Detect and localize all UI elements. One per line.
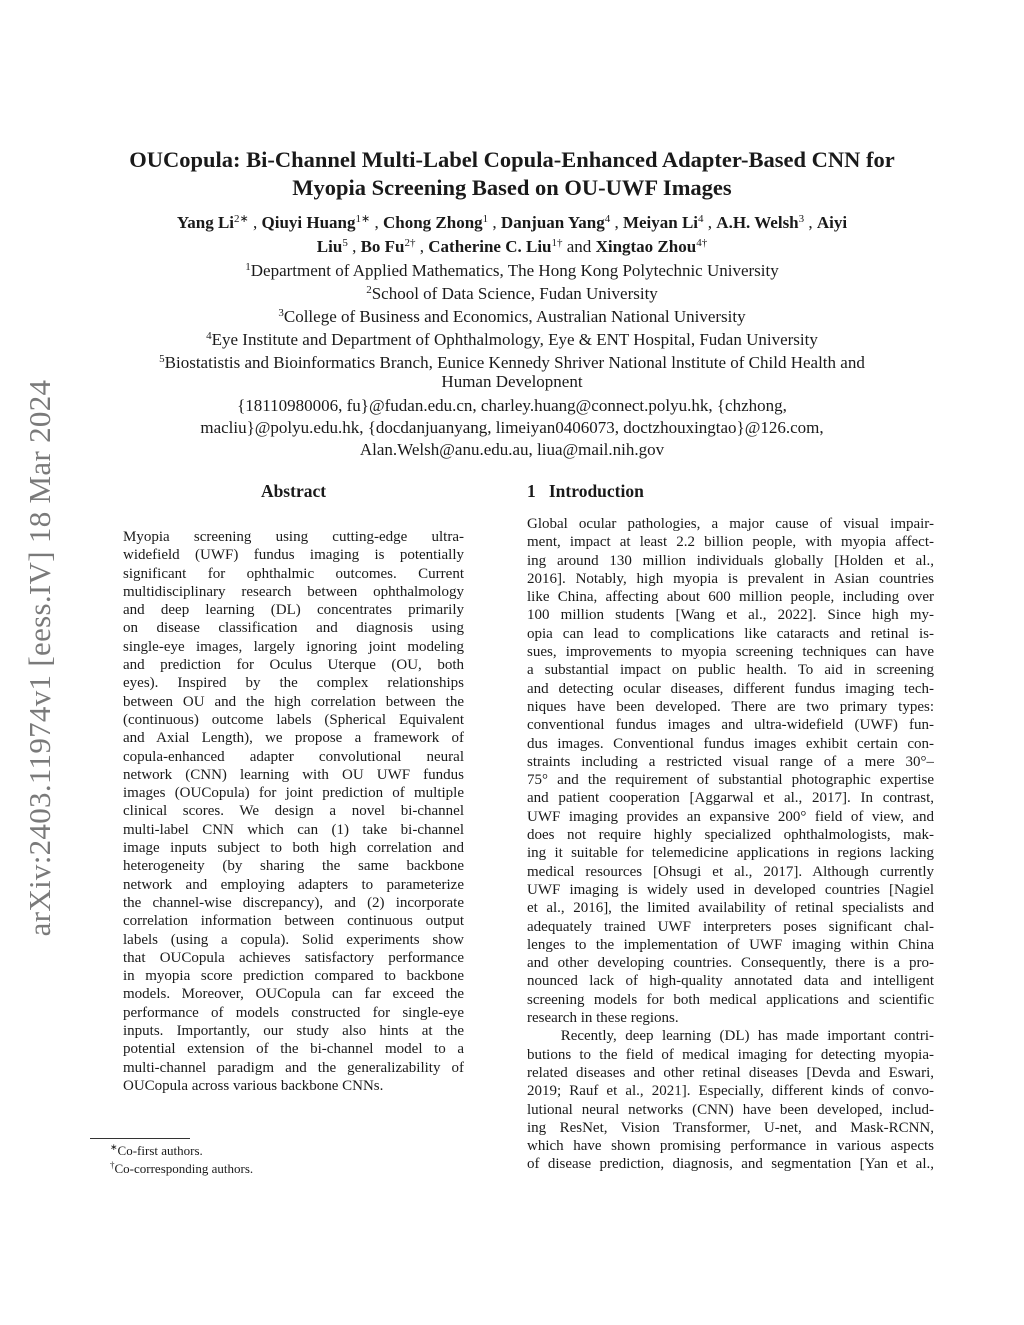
- author-name: Bo Fu: [360, 237, 405, 256]
- abstract-line: image inputs subject to both high correlation and: [123, 840, 464, 857]
- introduction-line: UWF imaging provides an expansive 200° field of view, and: [527, 808, 934, 825]
- abstract-line: images (OUCopula) for joint prediction of multiple: [123, 785, 464, 802]
- author-name: Meiyan Li: [622, 213, 699, 232]
- abstract-line: copula-enhanced adapter convolutional neural: [123, 748, 464, 765]
- author-name: Catherine C. Liu: [428, 237, 552, 256]
- abstract-line: labels (using a copula). Solid experiments show: [123, 931, 464, 948]
- introduction-line: ing around 130 million individuals globally [Holden et al.,: [527, 552, 934, 569]
- affiliation-text: Eye Institute and Department of Ophthalmology, Eye & ENT Hospital, Fudan University: [211, 330, 818, 349]
- introduction-line: 100 million students [Wang et al., 2022]. Since high my-: [527, 607, 934, 624]
- introduction-line: does not require highly specialized ophthalmologists, mak-: [527, 827, 934, 844]
- affiliation: [0, 328, 1024, 351]
- author-sup: 2∗: [234, 212, 249, 225]
- abstract-line: clinical scores. We design a novel bi-channel: [123, 803, 464, 820]
- author-sup: 5: [342, 236, 348, 249]
- introduction-line: medical resources [Ohsugi et al., 2017]. Although currently: [527, 863, 934, 880]
- author-sup: 1∗: [355, 212, 371, 225]
- introduction-line: 2019; Rauf et al., 2021]. Especially, different kinds of convo-: [527, 1083, 934, 1100]
- author-name: Aiyi: [816, 213, 848, 232]
- abstract-line: and Axial Length), we propose a framework of: [123, 730, 464, 747]
- affiliations: [0, 259, 1024, 391]
- abstract-line: between OU and the high correlation between the: [123, 693, 464, 710]
- abstract-heading: Abstract: [260, 481, 327, 501]
- abstract-line: eyes). Inspired by the complex relationships: [123, 675, 464, 692]
- section-title: Introduction: [548, 481, 644, 501]
- introduction-line: niques have been developed. There are two primary types:: [527, 698, 934, 715]
- abstract-line: that OUCopula achieves satisfactory performance: [123, 949, 464, 966]
- introduction-body: [527, 515, 934, 1174]
- abstract-line: potential extension of the bi-channel model to a: [123, 1041, 464, 1058]
- footnote-text: Co-first authors.: [117, 1143, 203, 1158]
- author-sup: 4: [698, 212, 704, 225]
- author-sup: 1: [482, 212, 489, 225]
- introduction-line: 75° and the requirement of substantial photographic expertise: [527, 772, 934, 789]
- arxiv-stamp: arXiv:2403.11974v1 [eess.IV] 18 Mar 2024: [22, 379, 57, 937]
- footnote: [110, 1143, 203, 1158]
- introduction-line: UWF imaging is widely used in developed countries [Nagiel: [527, 881, 934, 898]
- email-line: Alan.Welsh@anu.edu.au, liua@mail.nih.gov: [359, 440, 665, 459]
- abstract-line: in myopia score prediction compared to backbone: [123, 968, 464, 985]
- introduction-line: and other developing countries. Consequently, there is a pro-: [527, 955, 934, 972]
- and-word: and: [566, 237, 592, 256]
- section-number: 1: [527, 481, 536, 501]
- footnote-mark: ∗: [110, 1142, 118, 1153]
- abstract-line: single-eye images, largely ignoring joint modeling: [123, 638, 464, 655]
- introduction-line: straints including a restricted visual range of a mere 30°–: [527, 753, 934, 770]
- abstract-line: heterogeneity (by sharing the same backbone: [123, 858, 464, 875]
- abstract-line: multidisciplinary research between ophthalmology: [123, 583, 464, 600]
- footnote: [110, 1161, 253, 1176]
- introduction-line: sues, improvements to myopia screening techniques can have: [527, 644, 934, 661]
- abstract-line: multi-channel paradigm and the generalizability of: [123, 1059, 464, 1076]
- introduction-line: research in these regions.: [527, 1010, 679, 1027]
- abstract-line: significant for ophthalmic outcomes. Current: [123, 565, 464, 582]
- abstract-body: [123, 528, 464, 1095]
- author-name: Liu: [316, 237, 343, 256]
- affiliation-text: Biostatistis and Bioinformatics Branch, Eunice Kennedy Shriver National lnstitute of Child Health and: [164, 353, 865, 372]
- author-sup: 2†: [404, 236, 416, 249]
- title-line: OUCopula: Bi-Channel Multi-Label Copula-Enhanced Adapter-Based CNN for: [129, 147, 895, 172]
- introduction-line: ing ResNet, Vision Transformer, U-net, and Mask-RCNN,: [527, 1119, 934, 1136]
- affiliation-text: College of Business and Economics, Australian National University: [283, 307, 746, 326]
- author-sup: 4: [604, 212, 611, 225]
- affiliation: [0, 282, 1024, 305]
- abstract-line: and deep learning (DL) concentrates primarily: [123, 602, 464, 619]
- abstract-line: network (CNN) learning with OU UWF fundus: [123, 766, 464, 783]
- author-name: Yang Li: [176, 213, 235, 232]
- introduction-heading: [527, 481, 644, 502]
- abstract-line: OUCopula across various backbone CNNs.: [123, 1077, 384, 1094]
- introduction-line: Recently, deep learning (DL) has made important contri-: [527, 1028, 934, 1045]
- email-line: {18110980006, fu}@fudan.edu.cn, charley.huang@connect.polyu.hk, {chzhong,: [237, 396, 787, 415]
- introduction-line: lutional neural networks (CNN) have been developed, includ-: [527, 1101, 934, 1118]
- introduction-line: a substantial impact on public health. To aid in screening: [527, 662, 934, 679]
- introduction-line: adequately trained UWF interpreters poses significant chal-: [527, 918, 934, 935]
- abstract-line: correlation information between continuous output: [123, 913, 464, 930]
- introduction-line: butions to the field of medical imaging for detecting myopia-: [527, 1046, 934, 1063]
- introduction-line: ment, impact at least 2.2 billion people, with myopia affect-: [527, 534, 934, 551]
- email-line: macliu}@polyu.edu.hk, {docdanjuanyang, limeiyan0406073, doctzhouxingtao}@126.com,: [200, 418, 824, 437]
- affiliation-num: 3: [278, 306, 284, 319]
- abstract-line: widefield (UWF) fundus imaging is potentially: [123, 547, 464, 564]
- affiliation: [0, 353, 1024, 391]
- abstract-line: (continuous) outcome labels (Spherical Equivalent: [123, 711, 464, 728]
- author-name: Danjuan Yang: [500, 213, 605, 232]
- abstract-line: performance of models constructed for single-eye: [123, 1004, 464, 1021]
- affiliation-num: 2: [366, 283, 372, 296]
- introduction-line: dus images. Conventional fundus images exhibit certain con-: [527, 735, 934, 752]
- abstract-line: on disease classification and diagnosis using: [123, 620, 464, 637]
- authors-line-2: Liu$^5$ , Bo $Fu^{2\dagger}$ , Catherine C. Liu$^{1\dagger}$ and Xingtao Zhou$^{4\dagger}$: [316, 236, 708, 256]
- introduction-line: opia can lead to complications like cataracts and retinal is-: [527, 625, 934, 642]
- affiliation-text: Department of Applied Mathematics, The Hong Kong Polytechnic University: [250, 261, 779, 280]
- introduction-line: related diseases and other retinal diseases [Devda and Eswari,: [527, 1064, 934, 1081]
- footnote-rule: [90, 1138, 190, 1139]
- introduction-line: lenges to the implementation of UWF imaging within China: [527, 936, 934, 953]
- introduction-line: ing it suitable for telemedicine applications in regions lacking: [527, 845, 934, 862]
- author-sup: 1†: [551, 236, 563, 249]
- authors-line-1: Yang $Li^{2∗}$ , Qiuyi Huang$^{1∗}$ , Chong Zhong$^1$ , Danjuan Yang$^4$ , Meiyan Li$^4$ , A.H. Welsh$^3$ , Aiyi: [176, 212, 848, 232]
- abstract-line: network and employing adapters to parameterize: [123, 876, 464, 893]
- title-line: Myopia Screening Based on OU-UWF Images: [292, 175, 732, 200]
- introduction-line: and patient cooperation [Aggarwal et al., 2017]. In contrast,: [527, 790, 934, 807]
- author-name: Qiuyi Huang: [261, 213, 356, 232]
- introduction-line: 2016]. Notably, high myopia is prevalent in Asian countries: [527, 570, 934, 587]
- introduction-line: and detecting ocular diseases, different fundus imaging tech-: [527, 680, 934, 697]
- abstract-line: and prediction for Oculus Uterque (OU, both: [123, 657, 464, 674]
- author-sup: 4†: [696, 236, 708, 249]
- affiliation: [0, 305, 1024, 328]
- paper-title: [0, 146, 1024, 202]
- introduction-line: nounced lack of high-quality annotated data and intelligent: [527, 973, 934, 990]
- introduction-line: Global ocular pathologies, a major cause of visual impair-: [527, 516, 934, 532]
- abstract-line: models. Moreover, OUCopula can far exceed the: [123, 986, 464, 1003]
- abstract-line: the channel-wise discrepancy), and (2) incorporate: [123, 894, 464, 911]
- introduction-line: et al., 2016], the limited availability of retinal specialists and: [527, 900, 934, 917]
- affiliation-text: School of Data Science, Fudan University: [371, 284, 658, 303]
- affiliation-num: 1: [245, 260, 251, 273]
- author-name: Xingtao Zhou: [595, 237, 697, 256]
- author-name: A.H. Welsh: [716, 213, 799, 232]
- affiliation-num: 5: [159, 352, 165, 365]
- introduction-line: of disease prediction, diagnosis, and segmentation [Yan et al.,: [527, 1156, 934, 1173]
- introduction-line: conventional fundus images and ultra-widefield (UWF) fun-: [527, 717, 934, 734]
- introduction-line: screening models for both medical applications and scientific: [527, 991, 934, 1008]
- abstract-line: multi-label CNN which can (1) take bi-channel: [123, 821, 464, 838]
- affiliation: [0, 259, 1024, 282]
- abstract-line: inputs. Importantly, our study also hints at the: [123, 1023, 464, 1040]
- affiliation-num: 4: [206, 329, 212, 342]
- footnote-mark: †: [110, 1160, 115, 1171]
- introduction-line: like China, affecting about 600 million people, including over: [527, 589, 934, 606]
- affiliation-text: Human Developnent: [441, 372, 583, 391]
- introduction-line: which have shown promising performance in various aspects: [527, 1138, 934, 1155]
- abstract-line: Myopia screening using cutting-edge ultra-: [123, 529, 464, 545]
- footnote-text: Co-corresponding authors.: [114, 1161, 254, 1176]
- emails: [0, 395, 1024, 461]
- author-sup: 3: [798, 212, 805, 225]
- author-name: Chong Zhong: [382, 213, 483, 232]
